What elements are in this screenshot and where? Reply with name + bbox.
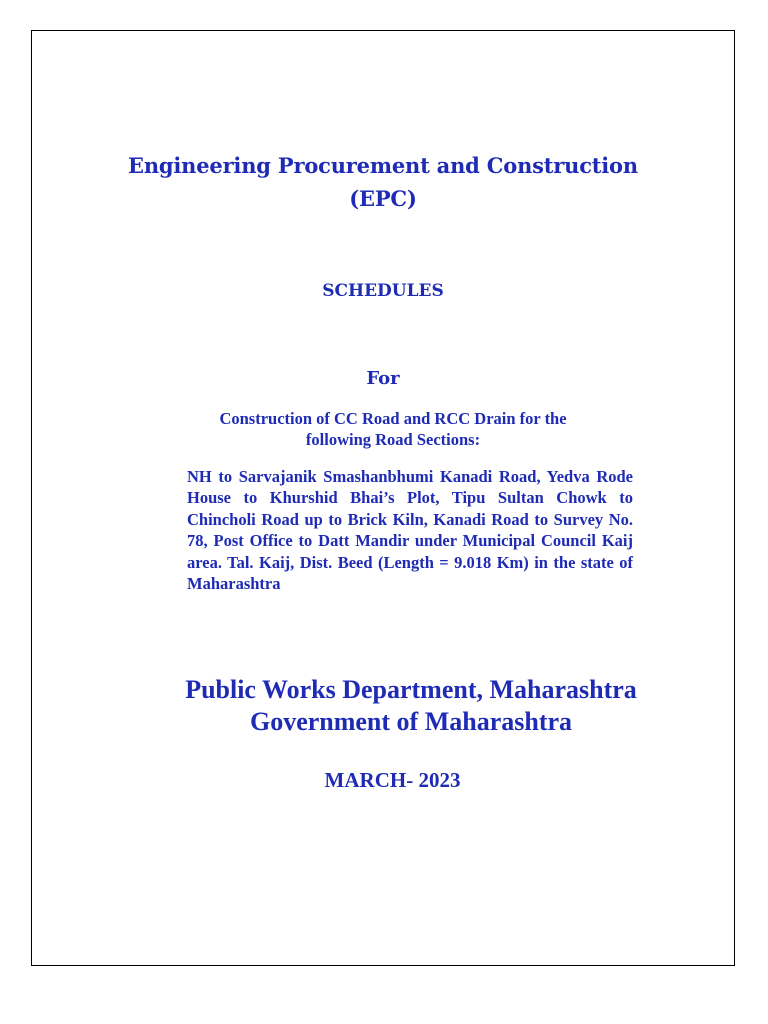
title-line-1: Engineering Procurement and Construction	[128, 153, 638, 178]
schedules-heading: SCHEDULES	[322, 281, 444, 301]
for-heading: For	[366, 368, 400, 389]
document-date: MARCH- 2023	[324, 768, 461, 792]
title-line-2: (EPC)	[349, 186, 417, 211]
document-title	[31, 149, 735, 215]
construction-line-2: following Road Sections:	[305, 430, 481, 449]
department-line-1: Public Works Department, Maharashtra	[185, 675, 637, 704]
construction-description	[185, 408, 601, 450]
department-line-2: Government of Maharashtra	[249, 707, 573, 736]
department-block	[31, 674, 768, 738]
road-sections-paragraph: NH to Sarvajanik Smashanbhumi Kanadi Road, Yedva Rode House to Khurshid Bhai’s Plot, Tipu Sultan Chowk to Chincholi Road up to Brick Kiln, Kanadi Road to Survey No. 78, Post Office to Datt Mandir under Municipal Council Kaij area. Tal. Kaij, Dist. Beed (Length = 9.018 Km) in the state of Maharashtra	[187, 467, 633, 594]
construction-line-1: Construction of CC Road and RCC Drain for the	[219, 409, 567, 428]
